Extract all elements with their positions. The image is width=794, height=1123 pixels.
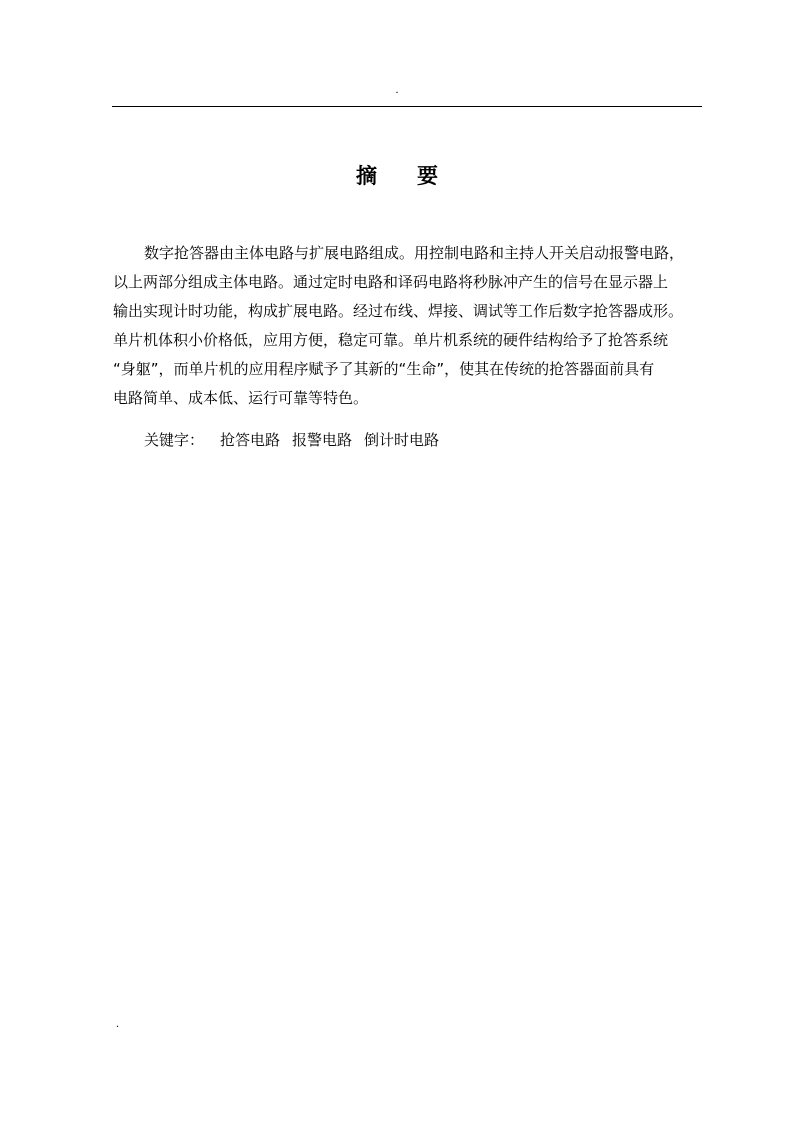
footer-mark: . xyxy=(116,1016,119,1030)
page-title-char-2: 要 xyxy=(417,163,438,188)
keywords-line xyxy=(144,426,451,455)
page-title xyxy=(0,160,794,192)
page-title-char-1: 摘 xyxy=(356,163,377,188)
header-rule xyxy=(112,106,702,107)
abstract-line-1: 数字抢答器由主体电路与扩展电路组成。用控制电路和主持人开关启动报警电路， xyxy=(144,244,685,262)
abstract-line-5: “身躯”，而单片机的应用程序赋予了其新的“生命”，使其在传统的抢答器面前具有 xyxy=(113,360,655,378)
abstract-body xyxy=(113,239,693,413)
abstract-line-3: 输出实现计时功能，构成扩展电路。经过布线、焊接、调试等工作后数字抢答器成形。 xyxy=(113,302,684,320)
keywords-label: 关键字： xyxy=(144,431,205,449)
abstract-line-6: 电路简单、成本低、运行可靠等特色。 xyxy=(113,389,369,407)
keyword-item: 抢答电路 xyxy=(220,431,281,449)
abstract-line-4: 单片机体积小价格低，应用方便，稳定可靠。单片机系统的硬件结构给予了抢答系统 xyxy=(113,331,669,349)
header-mark: . xyxy=(395,82,399,96)
keyword-item: 倒计时电路 xyxy=(364,431,440,449)
keyword-item: 报警电路 xyxy=(292,431,353,449)
abstract-line-2: 以上两部分组成主体电路。通过定时电路和译码电路将秒脉冲产生的信号在显示器上 xyxy=(113,273,669,291)
